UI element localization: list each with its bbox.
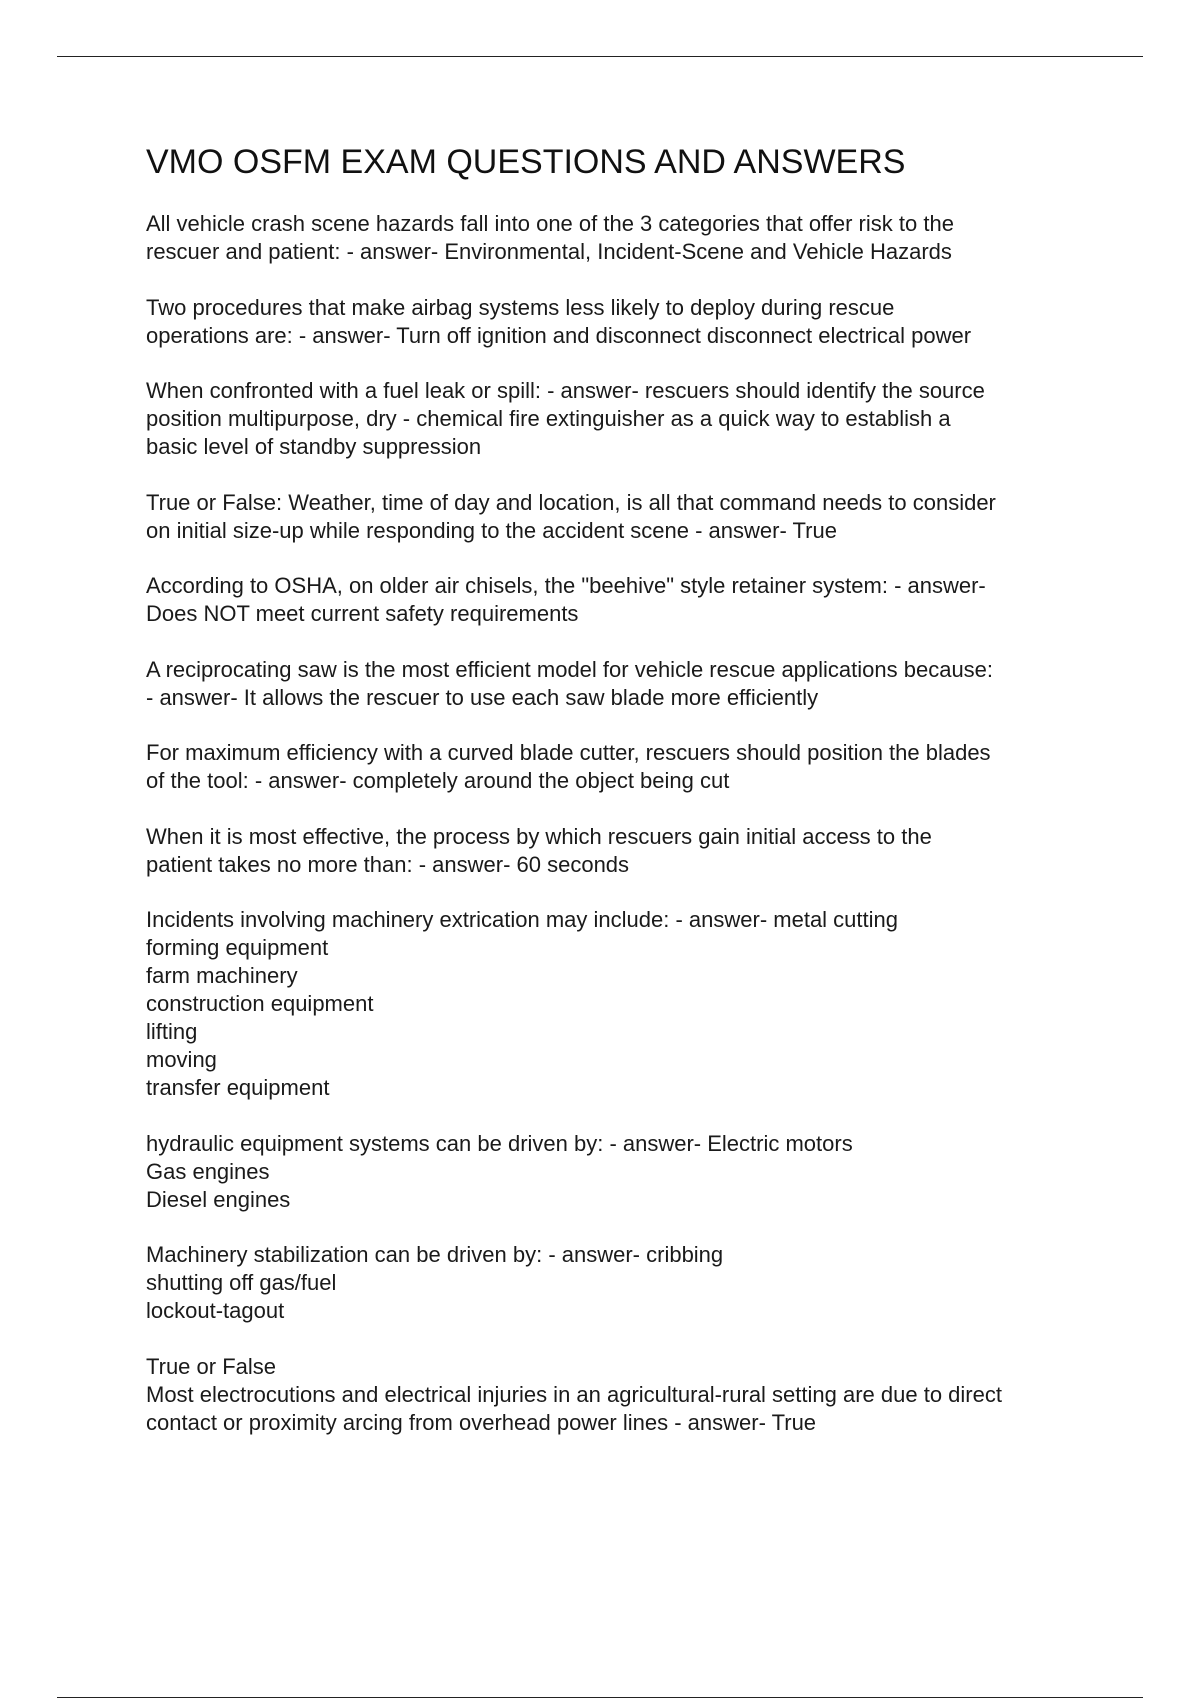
qa-line: True or False: Weather, time of day and location, is all that command needs to consider — [146, 489, 996, 515]
qa-entry — [146, 823, 1106, 879]
qa-line: - answer- It allows the rescuer to use each saw blade more efficiently — [146, 684, 819, 710]
qa-line: All vehicle crash scene hazards fall into one of the 3 categories that offer risk to the — [146, 211, 954, 236]
qa-line: basic level of standby suppression — [146, 434, 482, 459]
qa-line: Gas engines — [146, 1158, 270, 1184]
qa-list — [146, 210, 1106, 1437]
qa-line: construction equipment — [146, 991, 374, 1016]
qa-line: True or False — [146, 1353, 277, 1379]
qa-line: on initial size-up while responding to the accident scene - answer- True — [146, 517, 837, 543]
qa-line: For maximum efficiency with a curved blade cutter, rescuers should position the blades — [146, 740, 991, 765]
qa-line: Two procedures that make airbag systems less likely to deploy during rescue — [146, 294, 895, 320]
qa-line: shutting off gas/fuel — [146, 1270, 337, 1295]
qa-entry — [146, 1353, 1106, 1437]
qa-entry — [146, 1130, 1106, 1214]
qa-line: When it is most effective, the process by which rescuers gain initial access to the — [146, 823, 932, 849]
qa-line: lifting — [146, 1019, 198, 1044]
qa-line: transfer equipment — [146, 1075, 330, 1100]
document-body — [146, 140, 1106, 1464]
qa-entry — [146, 294, 1106, 350]
qa-entry — [146, 906, 1106, 1102]
qa-line: Incidents involving machinery extrication may include: - answer- metal cutting — [146, 907, 898, 932]
qa-entry — [146, 210, 1106, 266]
qa-entry — [146, 1241, 1106, 1325]
qa-line: According to OSHA, on older air chisels, the "beehive" style retainer system: - answer- — [146, 573, 986, 598]
qa-entry — [146, 572, 1106, 628]
qa-line: When confronted with a fuel leak or spill: - answer- rescuers should identify the source — [146, 378, 985, 403]
qa-line: position multipurpose, dry - chemical fire extinguisher as a quick way to establish a — [146, 406, 951, 431]
page-top-rule — [57, 56, 1143, 57]
qa-line: hydraulic equipment systems can be driven by: - answer- Electric motors — [146, 1130, 853, 1156]
qa-line: lockout-tagout — [146, 1298, 285, 1323]
page-bottom-rule — [57, 1697, 1143, 1698]
qa-entry — [146, 656, 1106, 712]
qa-line: A reciprocating saw is the most efficient model for vehicle rescue applications because: — [146, 656, 994, 682]
qa-line: farm machinery — [146, 963, 298, 988]
qa-entry — [146, 377, 1106, 461]
qa-line: Machinery stabilization can be driven by: - answer- cribbing — [146, 1242, 724, 1267]
document-title: VMO OSFM EXAM QUESTIONS AND ANSWERS — [146, 143, 906, 181]
qa-line: of the tool: - answer- completely around the object being cut — [146, 768, 730, 793]
qa-line: operations are: - answer- Turn off ignition and disconnect disconnect electrical power — [146, 322, 972, 348]
qa-line: rescuer and patient: - answer- Environmental, Incident-Scene and Vehicle Hazards — [146, 239, 952, 264]
qa-line: patient takes no more than: - answer- 60 seconds — [146, 851, 630, 877]
qa-line: contact or proximity arcing from overhead power lines - answer- True — [146, 1409, 817, 1435]
qa-line: Most electrocutions and electrical injuries in an agricultural-rural setting are due to direct — [146, 1381, 1002, 1407]
qa-line: moving — [146, 1047, 217, 1072]
qa-entry — [146, 489, 1106, 545]
qa-line: Diesel engines — [146, 1186, 291, 1212]
qa-line: forming equipment — [146, 935, 329, 960]
qa-line: Does NOT meet current safety requirements — [146, 601, 579, 626]
qa-entry — [146, 739, 1106, 795]
